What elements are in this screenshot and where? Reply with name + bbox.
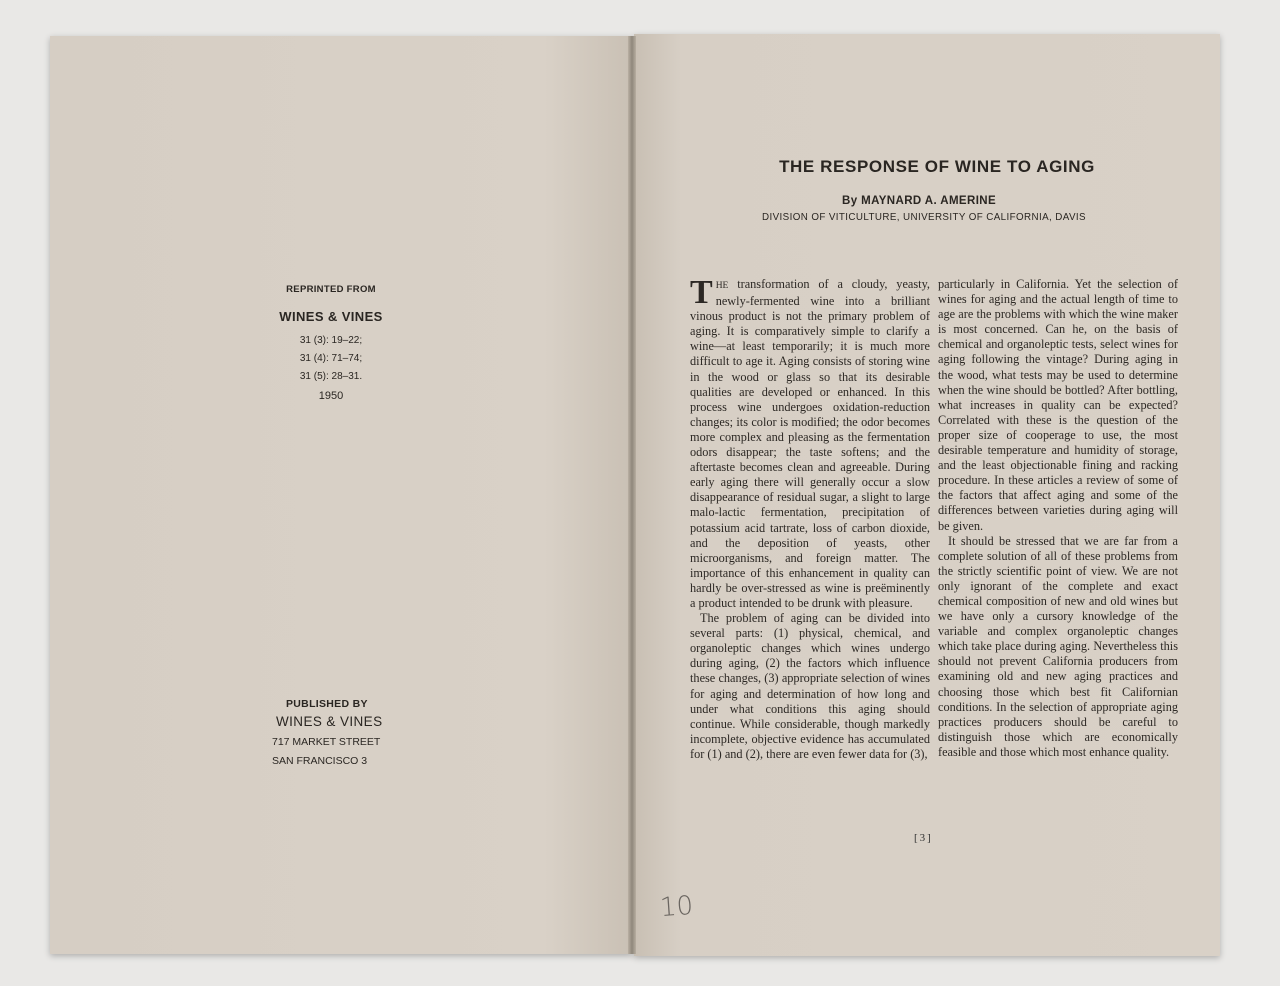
reprint-publication: WINES & VINES (279, 309, 383, 324)
reprint-notice (276, 284, 386, 402)
publisher-block (270, 698, 410, 771)
small-caps-word: HE (715, 281, 729, 291)
paragraph: The problem of aging can be divided into several parts: (1) physical, chemical, and organoleptic changes which wines undergo during aging, (2) the factors which influence these changes, (3) appropriate selection of wines for aging and determination of how long and under what conditions this aging should continue. While considerable, though markedly incomplete, objective evidence has accumulated for (1) and (2), there are even fewer data for (3), (690, 611, 930, 761)
author-byline: By MAYNARD A. AMERINE (842, 195, 997, 207)
text-column-right (938, 277, 1178, 760)
citation-line: 31 (5): 28–31. (299, 371, 363, 382)
paragraph: particularly in California. Yet the selection of wines for aging and the actual length of time to age are the problems with which the wine maker is most concerned. Can he, on the basis of chemical and organoleptic tests, select wines for aging following the vintage? During aging in the wood, what tests may be used to determine when the wine should be bottled? After bottling, what increases in quality can be expected? Correlated with these is the question of the proper size of cooperage to use, the most desirable temperature and humidity of storage, and the least objectionable fining and racking procedure. In these articles a review of some of the factors that affect aging and some of the differences between varieties during aging will be given. (938, 277, 1178, 533)
publisher-name: WINES & VINES (276, 714, 383, 729)
published-heading: PUBLISHED BY (286, 698, 368, 710)
article-title: THE RESPONSE OF WINE TO AGING (779, 157, 1095, 176)
handwritten-note: 10 (658, 890, 695, 924)
paragraph (690, 274, 931, 611)
reprint-year: 1950 (318, 390, 344, 402)
address-line: 717 MARKET STREET (272, 736, 381, 748)
address-line: SAN FRANCISCO 3 (272, 755, 368, 767)
paragraph-text: transformation of a cloudy, yeasty, newly-fermented wine into a brilliant vinous product is not the primary problem of aging. It is comparatively simple to clarify a wine—at least temporarily; it is much more difficult to age it. Aging consists of storing wine in the wood or glass so that its desirable qualities are developed or enhanced. In this process wine undergoes oxidation-reduction changes; its color is modified; the odor becomes more complex and pleasing as the fermentation odors disappear; the taste softens; and the aftertaste becomes clean and agreeable. During early aging there will generally occur a slow disappearance of residual sugar, a slight to large malo-lactic fermentation, precipitation of potassium acid tartrate, loss of carbon dioxide, and the deposition of yeasts, other microorganisms, and foreign matter. The importance of this enhancement in quality can hardly be over-stressed as wine is preëminently a product intended to be drunk with pleasure. (690, 277, 931, 610)
reprint-heading: REPRINTED FROM (286, 284, 376, 295)
citation-line: 31 (4): 71–74; (299, 353, 363, 364)
page-number: [3] (914, 832, 933, 844)
paragraph: It should be stressed that we are far from a complete solution of all of these problems from the strictly scientific point of view. We are not only ignorant of the complete and exact chemical composition of new and old wines but we have only a cursory knowledge of the variable and complex organoleptic changes which take place during aging. Nevertheless this should not prevent California producers from examining old and new aging practices and choosing those which best fit Californian conditions. In the selection of appropriate aging practices producers should be careful to distinguish those which are economically feasible and those which most enhance quality. (938, 533, 1178, 759)
author-affiliation: DIVISION OF VITICULTURE, UNIVERSITY OF CALIFORNIA, DAVIS (762, 212, 1086, 223)
text-column-left (690, 274, 931, 762)
citation-line: 31 (3): 19–22; (299, 335, 363, 346)
drop-cap: T (690, 274, 713, 311)
left-page (50, 36, 632, 954)
